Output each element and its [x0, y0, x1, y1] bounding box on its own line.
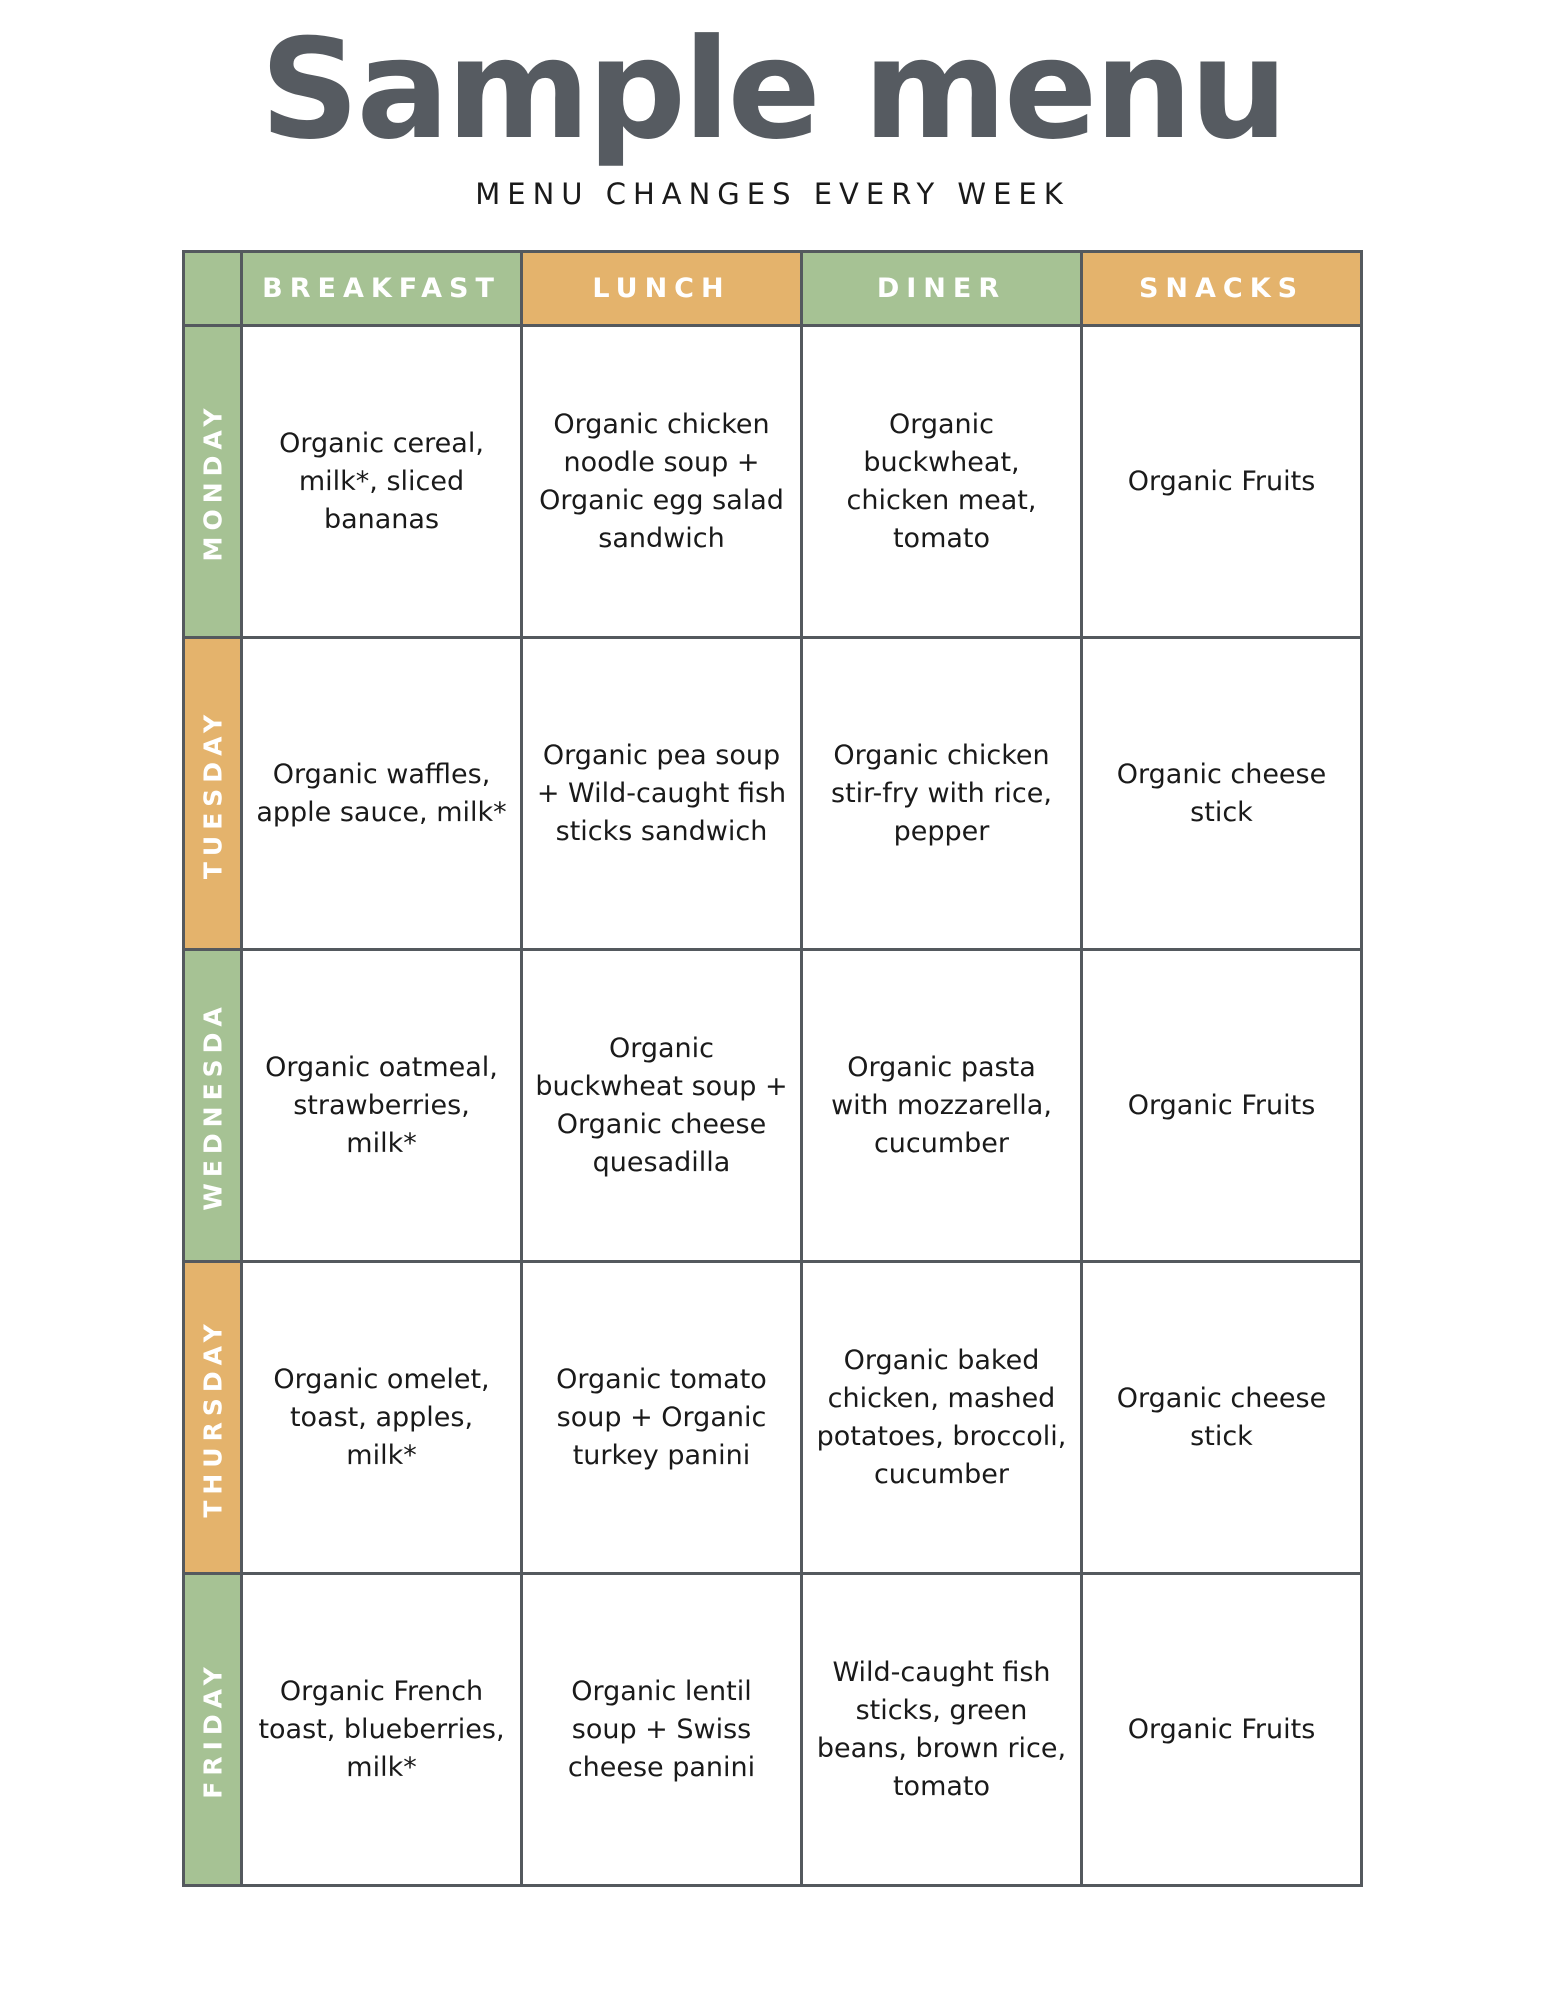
menu-cell-monday-diner: Organic buckwheat, chicken meat, tomato: [802, 326, 1082, 638]
day-label-tuesday: TUESDAY: [198, 708, 227, 879]
meal-header-row: [184, 252, 1362, 326]
menu-cell-tuesday-breakfast: Organic waffles, apple sauce, milk*: [242, 638, 522, 950]
menu-cell-friday-breakfast: Organic French toast, blueberries, milk*: [242, 1574, 522, 1886]
day-cell-thursday: [184, 1262, 242, 1574]
menu-cell-wednesday-diner: Organic pasta with mozzarella, cucumber: [802, 950, 1082, 1262]
menu-cell-tuesday-diner: Organic chicken stir-fry with rice, pepper: [802, 638, 1082, 950]
day-row-monday: [184, 326, 1362, 638]
meal-header-snacks: SNACKS: [1082, 252, 1362, 326]
meal-header-diner: DINER: [802, 252, 1082, 326]
menu-cell-thursday-lunch: Organic tomato soup + Organic turkey panini: [522, 1262, 802, 1574]
day-cell-tuesday: [184, 638, 242, 950]
menu-table: [182, 250, 1363, 1887]
menu-cell-friday-snacks: Organic Fruits: [1082, 1574, 1362, 1886]
menu-cell-thursday-snacks: Organic cheese stick: [1082, 1262, 1362, 1574]
day-cell-friday: [184, 1574, 242, 1886]
day-label-monday: MONDAY: [198, 402, 227, 561]
day-row-wednesday: [184, 950, 1362, 1262]
page-title: Sample menu: [260, 9, 1285, 170]
day-label-wednesday: WEDNESDA: [198, 1000, 227, 1211]
menu-cell-wednesday-breakfast: Organic oatmeal, strawberries, milk*: [242, 950, 522, 1262]
menu-cell-wednesday-snacks: Organic Fruits: [1082, 950, 1362, 1262]
menu-cell-wednesday-lunch: Organic buckwheat soup + Organic cheese quesadilla: [522, 950, 802, 1262]
menu-cell-tuesday-snacks: Organic cheese stick: [1082, 638, 1362, 950]
day-label-friday: FRIDAY: [198, 1660, 227, 1799]
menu-cell-thursday-breakfast: Organic omelet, toast, apples, milk*: [242, 1262, 522, 1574]
menu-cell-monday-lunch: Organic chicken noodle soup + Organic egg salad sandwich: [522, 326, 802, 638]
day-cell-monday: [184, 326, 242, 638]
day-row-tuesday: [184, 638, 1362, 950]
menu-cell-friday-diner: Wild-caught fish sticks, green beans, brown rice, tomato: [802, 1574, 1082, 1886]
corner-cell: [184, 252, 242, 326]
menu-cell-tuesday-lunch: Organic pea soup + Wild-caught fish sticks sandwich: [522, 638, 802, 950]
menu-cell-monday-snacks: Organic Fruits: [1082, 326, 1362, 638]
meal-header-lunch: LUNCH: [522, 252, 802, 326]
menu-cell-friday-lunch: Organic lentil soup + Swiss cheese panini: [522, 1574, 802, 1886]
day-label-thursday: THURSDAY: [198, 1317, 227, 1518]
meal-header-breakfast: BREAKFAST: [242, 252, 522, 326]
day-cell-wednesday: [184, 950, 242, 1262]
page-subtitle: MENU CHANGES EVERY WEEK: [475, 177, 1070, 211]
menu-cell-thursday-diner: Organic baked chicken, mashed potatoes, broccoli, cucumber: [802, 1262, 1082, 1574]
day-row-friday: [184, 1574, 1362, 1886]
day-row-thursday: [184, 1262, 1362, 1574]
menu-cell-monday-breakfast: Organic cereal, milk*, sliced bananas: [242, 326, 522, 638]
